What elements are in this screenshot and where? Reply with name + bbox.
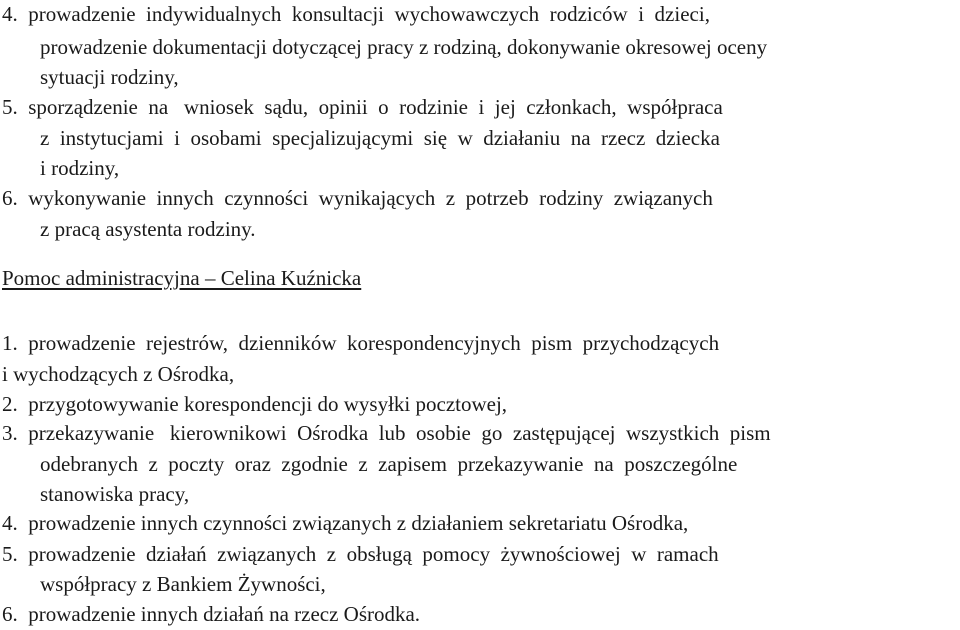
section-a-line-3: sytuacji rodziny, xyxy=(40,65,179,89)
section-a-line-7: 6. wykonywanie innych czynności wynikających z potrzeb rodziny związanych xyxy=(2,186,713,210)
section-a-line-8: z pracą asystenta rodziny. xyxy=(40,217,256,241)
section-a-line-1: 4. prowadzenie indywidualnych konsultacji wychowawczych rodziców i dzieci, xyxy=(2,2,710,26)
section-heading: Pomoc administracyjna – Celina Kuźnicka xyxy=(2,266,362,290)
section-b-line-7: 4. prowadzenie innych czynności związanych z działaniem sekretariatu Ośrodka, xyxy=(2,511,689,535)
section-b-line-3: 2. przygotowywanie korespondencji do wysyłki pocztowej, xyxy=(2,392,508,416)
section-b-line-6: stanowiska pracy, xyxy=(40,482,190,506)
section-b-line-4: 3. przekazywanie kierownikowi Ośrodka lub osobie go zastępującej wszystkich pism xyxy=(2,421,771,445)
section-a-line-5: z instytucjami i osobami specjalizującymi się w działaniu na rzecz dziecka xyxy=(40,126,720,150)
section-b-line-5: odebranych z poczty oraz zgodnie z zapisem przekazywanie na poszczególne xyxy=(40,452,738,476)
section-b-line-1: 1. prowadzenie rejestrów, dzienników korespondencyjnych pism przychodzących xyxy=(2,331,720,355)
section-b-line-8: 5. prowadzenie działań związanych z obsługą pomocy żywnościowej w ramach xyxy=(2,542,719,566)
section-b-line-10: 6. prowadzenie innych działań na rzecz Ośrodka. xyxy=(2,602,421,626)
section-a-line-4: 5. sporządzenie na wniosek sądu, opinii o rodzinie i jej członkach, współpraca xyxy=(2,95,723,119)
section-b-line-9: współpracy z Bankiem Żywności, xyxy=(40,572,326,596)
section-a-line-2: prowadzenie dokumentacji dotyczącej pracy z rodziną, dokonywanie okresowej oceny xyxy=(40,35,768,59)
section-b-line-2: i wychodzących z Ośrodka, xyxy=(2,362,235,386)
section-a-line-6: i rodziny, xyxy=(40,156,120,180)
